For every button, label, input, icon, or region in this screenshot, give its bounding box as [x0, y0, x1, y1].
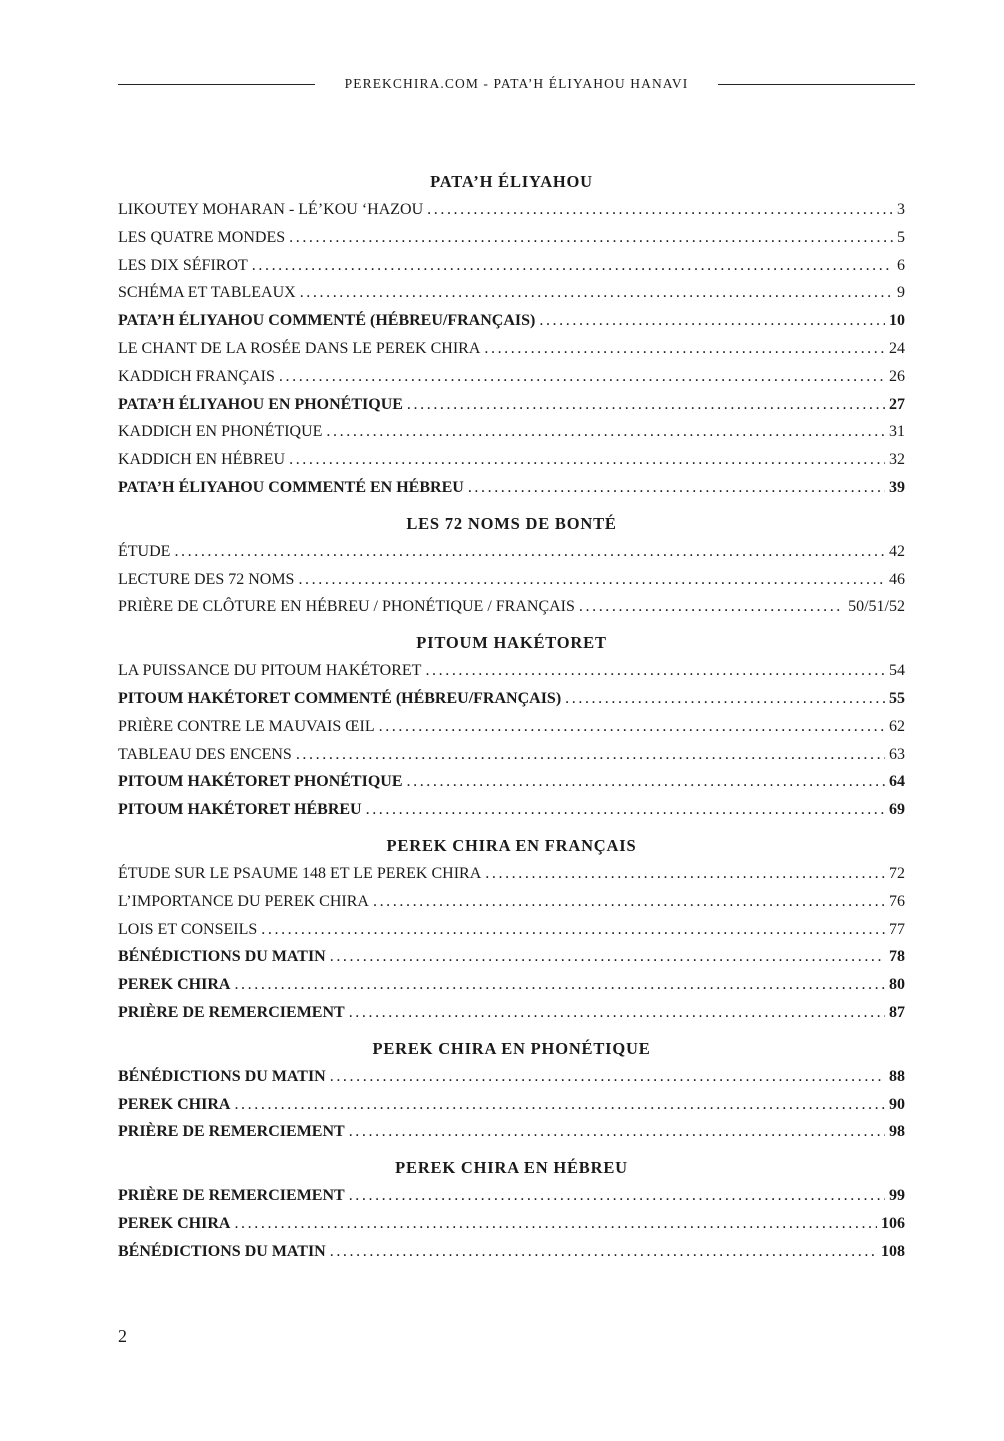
entry-page-number: 62: [889, 717, 905, 735]
dot-leader: [279, 363, 885, 391]
entry-page-number: 39: [889, 478, 905, 496]
entry-label: PRIÈRE DE REMERCIEMENT: [118, 1003, 345, 1021]
entry-label: KADDICH FRANÇAIS: [118, 367, 275, 385]
entry-label: L’IMPORTANCE DU PEREK CHIRA: [118, 892, 369, 910]
entry-page-number: 24: [889, 339, 905, 357]
dot-leader: [252, 252, 893, 280]
entry-page-number: 10: [889, 312, 905, 330]
toc-entry: [118, 566, 905, 594]
entry-label: PATA’H ÉLIYAHOU COMMENTÉ (HÉBREU/FRANÇAIS): [118, 312, 536, 330]
dot-leader: [468, 474, 885, 502]
dot-leader: [234, 1210, 877, 1238]
entry-page-number: 99: [889, 1187, 905, 1205]
dot-leader: [349, 999, 885, 1027]
toc-entry: [118, 1063, 905, 1091]
dot-leader: [234, 971, 885, 999]
toc-entry: [118, 446, 905, 474]
entry-page-number: 5: [897, 228, 905, 246]
toc-entry: [118, 252, 905, 280]
dot-leader: [579, 593, 844, 621]
toc-entry: [118, 999, 905, 1027]
entry-label: LE CHANT DE LA ROSÉE DANS LE PEREK CHIRA: [118, 339, 481, 357]
entry-page-number: 69: [889, 801, 905, 819]
entry-label: KADDICH EN PHONÉTIQUE: [118, 423, 323, 441]
entry-page-number: 3: [897, 201, 905, 218]
header-rule-left: [118, 84, 315, 85]
entry-page-number: 31: [889, 423, 905, 441]
entry-label: BÉNÉDICTIONS DU MATIN: [118, 948, 326, 966]
dot-leader: [326, 418, 885, 446]
toc-entry: [118, 418, 905, 446]
dot-leader: [349, 1182, 885, 1210]
entry-label: ÉTUDE: [118, 542, 171, 560]
entry-label: PRIÈRE DE REMERCIEMENT: [118, 1187, 345, 1205]
table-of-contents: [118, 168, 905, 1266]
entry-label: PEREK CHIRA: [118, 1095, 231, 1113]
toc-entry: [118, 888, 905, 916]
dot-leader: [427, 196, 893, 224]
toc-section: [118, 1035, 905, 1146]
entry-label: PRIÈRE DE CLÔTURE EN HÉBREU / PHONÉTIQUE / FRANÇAIS: [118, 598, 575, 616]
entry-page-number: 27: [889, 395, 905, 413]
dot-leader: [330, 1063, 885, 1091]
dot-leader: [261, 916, 885, 944]
entry-page-number: 9: [897, 284, 905, 302]
entry-page-number: 63: [889, 745, 905, 763]
toc-entry: [118, 1210, 905, 1238]
entry-label: ÉTUDE SUR LE PSAUME 148 ET LE PEREK CHIRA: [118, 864, 482, 882]
entry-page-number: 77: [889, 920, 905, 938]
entry-label: LA PUISSANCE DU PITOUM HAKÉTORET: [118, 662, 422, 680]
section-title: PEREK CHIRA EN HÉBREU: [395, 1158, 628, 1178]
toc-entry: [118, 474, 905, 502]
entry-page-number: 55: [889, 689, 905, 707]
dot-leader: [330, 1238, 877, 1266]
toc-entry: [118, 1118, 905, 1146]
page-number: 2: [118, 1326, 127, 1346]
toc-entry: [118, 1182, 905, 1210]
entry-label: LES QUATRE MONDES: [118, 228, 286, 246]
toc-entry: [118, 741, 905, 769]
dot-leader: [484, 335, 885, 363]
entry-label: LECTURE DES 72 NOMS: [118, 570, 295, 588]
toc-entry: [118, 593, 905, 621]
entry-page-number: 87: [889, 1003, 905, 1021]
entry-page-number: 78: [889, 948, 905, 966]
entry-label: LIKOUTEY MOHARAN - LÉ’KOU ‘HAZOU: [118, 201, 424, 218]
dot-leader: [539, 307, 885, 335]
entry-label: LOIS ET CONSEILS: [118, 920, 258, 938]
entry-label: PATA’H ÉLIYAHOU COMMENTÉ EN HÉBREU: [118, 478, 464, 496]
entry-page-number: 88: [889, 1067, 905, 1085]
entry-label: PEREK CHIRA: [118, 976, 231, 994]
section-title: PATA’H ÉLIYAHOU: [430, 172, 593, 191]
dot-leader: [349, 1118, 885, 1146]
toc-section: [118, 510, 905, 621]
entry-label: PITOUM HAKÉTORET HÉBREU: [118, 801, 362, 819]
dot-leader: [298, 566, 885, 594]
dot-leader: [485, 860, 885, 888]
entry-page-number: 32: [889, 451, 905, 469]
running-header: [118, 74, 915, 94]
toc-section: [118, 832, 905, 1027]
entry-label: TABLEAU DES ENCENS: [118, 745, 292, 763]
toc-entry: [118, 768, 905, 796]
dot-leader: [234, 1091, 885, 1119]
entry-label: BÉNÉDICTIONS DU MATIN: [118, 1242, 326, 1260]
toc-entry: [118, 657, 905, 685]
entry-label: PRIÈRE DE REMERCIEMENT: [118, 1123, 345, 1141]
dot-leader: [565, 685, 885, 713]
toc-entry: [118, 971, 905, 999]
toc-entry: [118, 943, 905, 971]
entry-label: KADDICH EN HÉBREU: [118, 451, 286, 469]
dot-leader: [373, 888, 885, 916]
entry-page-number: 54: [889, 662, 905, 680]
toc-section: [118, 168, 905, 502]
dot-leader: [289, 224, 893, 252]
toc-entry: [118, 860, 905, 888]
toc-entry: [118, 1091, 905, 1119]
entry-page-number: 46: [889, 570, 905, 588]
dot-leader: [366, 796, 885, 824]
entry-page-number: 90: [889, 1095, 905, 1113]
toc-entry: [118, 685, 905, 713]
toc-entry: [118, 224, 905, 252]
entry-label: PATA’H ÉLIYAHOU EN PHONÉTIQUE: [118, 395, 403, 413]
section-title: PEREK CHIRA EN FRANÇAIS: [386, 835, 637, 855]
dot-leader: [289, 446, 885, 474]
toc-entry: [118, 538, 905, 566]
entry-page-number: 80: [889, 976, 905, 994]
dot-leader: [407, 391, 885, 419]
toc-entry: [118, 1238, 905, 1266]
dot-leader: [379, 713, 885, 741]
toc-entry: [118, 796, 905, 824]
dot-leader: [174, 538, 885, 566]
entry-label: PITOUM HAKÉTORET PHONÉTIQUE: [118, 773, 403, 791]
section-title: PITOUM HAKÉTORET: [416, 633, 607, 653]
entry-label: PITOUM HAKÉTORET COMMENTÉ (HÉBREU/FRANÇAIS): [118, 689, 562, 707]
section-title: PEREK CHIRA EN PHONÉTIQUE: [372, 1038, 651, 1058]
entry-label: BÉNÉDICTIONS DU MATIN: [118, 1067, 326, 1085]
toc-entry: [118, 916, 905, 944]
entry-page-number: 98: [889, 1123, 905, 1141]
header-title: PEREKCHIRA.COM - PATA’H ÉLIYAHOU HANAVI: [344, 76, 689, 91]
entry-page-number: 42: [889, 542, 905, 560]
dot-leader: [296, 741, 885, 769]
entry-page-number: 26: [889, 367, 905, 385]
toc-section: [118, 1154, 905, 1265]
entry-label: LES DIX SÉFIROT: [118, 256, 248, 274]
header-rule-right: [718, 84, 915, 85]
entry-label: SCHÉMA ET TABLEAUX: [118, 284, 296, 302]
toc-entry: [118, 391, 905, 419]
dot-leader: [330, 943, 885, 971]
toc-entry: [118, 335, 905, 363]
entry-page-number: 76: [889, 892, 905, 910]
dot-leader: [425, 657, 885, 685]
toc-entry: [118, 713, 905, 741]
entry-page-number: 108: [881, 1242, 905, 1260]
entry-page-number: 106: [881, 1214, 905, 1232]
toc-entry: [118, 307, 905, 335]
section-title: LES 72 NOMS DE BONTÉ: [406, 513, 617, 533]
entry-page-number: 64: [889, 773, 905, 791]
entry-page-number: 72: [889, 864, 905, 882]
toc-section: [118, 629, 905, 824]
toc-entry: [118, 196, 905, 224]
dot-leader: [300, 279, 893, 307]
dot-leader: [407, 768, 886, 796]
entry-page-number: 6: [897, 256, 905, 274]
entry-page-number: 50/51/52: [848, 598, 905, 616]
entry-label: PEREK CHIRA: [118, 1214, 231, 1232]
toc-entry: [118, 363, 905, 391]
entry-label: PRIÈRE CONTRE LE MAUVAIS ŒIL: [118, 717, 375, 735]
toc-entry: [118, 279, 905, 307]
